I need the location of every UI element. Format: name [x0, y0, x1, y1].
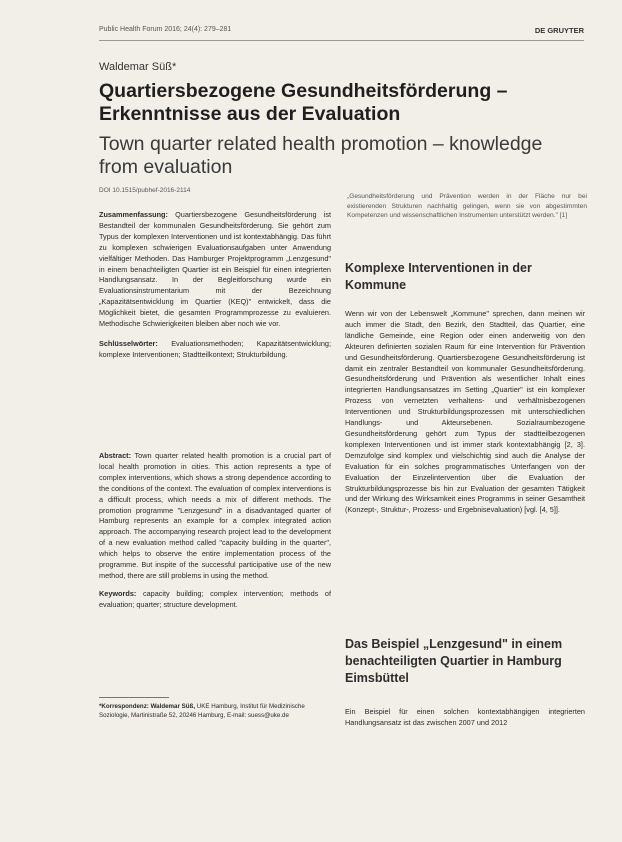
section1-paragraph: Wenn wir von der Lebenswelt „Kommune" sprechen, dann meinen wir auch immer die Stadt, den Bezirk, den Stadtteil, das Quartier, eine ländliche Gemeinde, eine Region oder einen anderweitig von den Akteuren definierten sozialen Raum für eine Intervention für Prävention und Gesundheitsförderung. Quartiersbezogene Gesundheitsförderung ist damit ein zentraler Bestandteil von kommunaler Gesundheitsförderung. Gesundheitsförderung und Prävention als wesentlicher Inhalt eines integrierten Handlungsansatzes im Setting „Quartier" ist ein komplexer Prozess von vernetzten verhaltens- und verhältnisbezogenen Interventionen und Strukturbildungsprozessen mit unterschiedlichen Handlungs- und Akteursebenen. Sozialraumbezogene Gesundheitsförderung gehört zum Typus der stadtteilbezogenen komplexen Interventionen und ist immer stark kontextabhängig [2, 3]. Demzufolge sind komplex und vielschichtig sind auch die Analyse der Evaluation für ein solches programmatisches Unterfangen von der Evaluation der Einzelintervention über die Evaluation der Strukturbildungsprozesse bis hin zur Evaluation der gesamten Tätigkeit und der Wirkung des Wirksamkeit eines Programms in seiner Gesamtheit (Konzept-, Struktur-, Prozess- und Ergebnisevaluation) [vgl. [4, 5]].: [345, 309, 585, 515]
publisher-logo: DE GRUYTER: [534, 26, 584, 35]
keywords-de-label: Schlüsselwörter:: [99, 338, 158, 348]
keywords-de-text: Evaluationsmethoden; Kapazitätsentwicklung; komplexe Interventionen; Stadtteilkontext; Strukturbildung.: [99, 338, 331, 359]
epigraph-quote: „Gesundheitsförderung und Prävention werden in der Fläche nur bei existierenden Strukturen nachhaltig gelingen, wenn sie von abgestimmten Kompetenzen und wissenschaftlichen Instrumenten unterstützt werden." [1]: [347, 193, 587, 219]
footnote-divider: [99, 697, 169, 698]
author-name: Waldemar Süß*: [99, 61, 177, 73]
footnote-text: UKE Hamburg, Institut für Medizinische Soziologie, Martinistraße 52, 20246 Hamburg, E-mail: suess@uke.de: [99, 703, 305, 719]
abstract-label: Abstract:: [99, 451, 132, 460]
left-column-german: [99, 210, 331, 370]
left-column-english: [99, 451, 331, 618]
summary-text: Quartiersbezogene Gesundheitsförderung ist Bestandteil der kommunalen Gesundheitsförderung. Sie gehört zum Typus der komplexen Interventionen und ist kontextabhängig. Das führt zu komplexen schwierigen Evaluationsaufgaben unter Anwendung vielfältiger Methoden. Das Hamburger Projektprogramm „Lenzgesund" in einem benachteiligten Quartier ist ein Beispiel für einen integrierten Handlungsansatz. In der Begleitforschung wurde ein Evaluationsinstrumentarium mit der Bezeichnung „Kapazitätsentwicklung im Quartier (KEQ)" entwickelt, dass die Möglichkeit bietet, die gesamten Programmprozesse zu evaluieren. Methodische Schwierigkeiten bleiben aber noch wie vor.: [99, 210, 332, 329]
keywords-de-paragraph: [99, 339, 331, 361]
journal-citation: Public Health Forum 2016; 24(4): 279–281: [99, 26, 232, 33]
section2-paragraph: Ein Beispiel für einen solchen kontextabhängigen integrierten Handlungsansatz ist das zwischen 2007 und 2012: [345, 707, 585, 727]
abstract-paragraph: [99, 451, 331, 582]
summary-paragraph: [99, 210, 331, 330]
section-body-lenzgesund: [345, 707, 585, 729]
section-heading-complex-interventions: Komplexe Interventionen in der Kommune: [345, 261, 532, 292]
title-german: Quartiersbezogene Gesundheitsförderung – Erkenntnisse aus der Evaluation: [99, 80, 508, 125]
correspondence-footnote: [99, 702, 331, 720]
header-divider: [99, 40, 584, 41]
section-heading-lenzgesund: Das Beispiel „Lenzgesund" in einem benachteiligten Quartier in Hamburg Eimsbüttel: [345, 637, 563, 685]
summary-label: Zusammenfassung:: [99, 210, 168, 219]
keywords-en-text: capacity building; complex intervention; methods of evaluation; quarter; structure development.: [99, 588, 331, 609]
keywords-en-label: Keywords:: [99, 588, 137, 598]
footnote-label: *Korrespondenz: Waldemar Süß,: [99, 703, 196, 710]
title-english: Town quarter related health promotion – knowledge from evaluation: [99, 133, 543, 178]
section-body-complex-interventions: [345, 309, 585, 516]
doi: DOI 10.1515/pubhef-2016-2114: [99, 187, 191, 194]
keywords-en-paragraph: [99, 589, 331, 611]
abstract-text: Town quarter related health promotion is a crucial part of local health promotion in cities. This action represents a type of complex interventions, which shows a strong dependence according to the conditions of the context. The evaluation of complex interventions is a difficult process, which needs a mix of different methods. The promotion programme "Lenzgesund" in a disadvantaged quarter of Hamburg represents an example for a complex integrated action approach. The accompanying research project lead to the development of a new evaluation method called "capacity building in the quarter", which helps to observe the entire implementation process of the programme. But inspite of the successful participative use of the new method, there are still problems in using the method.: [99, 451, 331, 580]
running-header: [99, 26, 584, 35]
